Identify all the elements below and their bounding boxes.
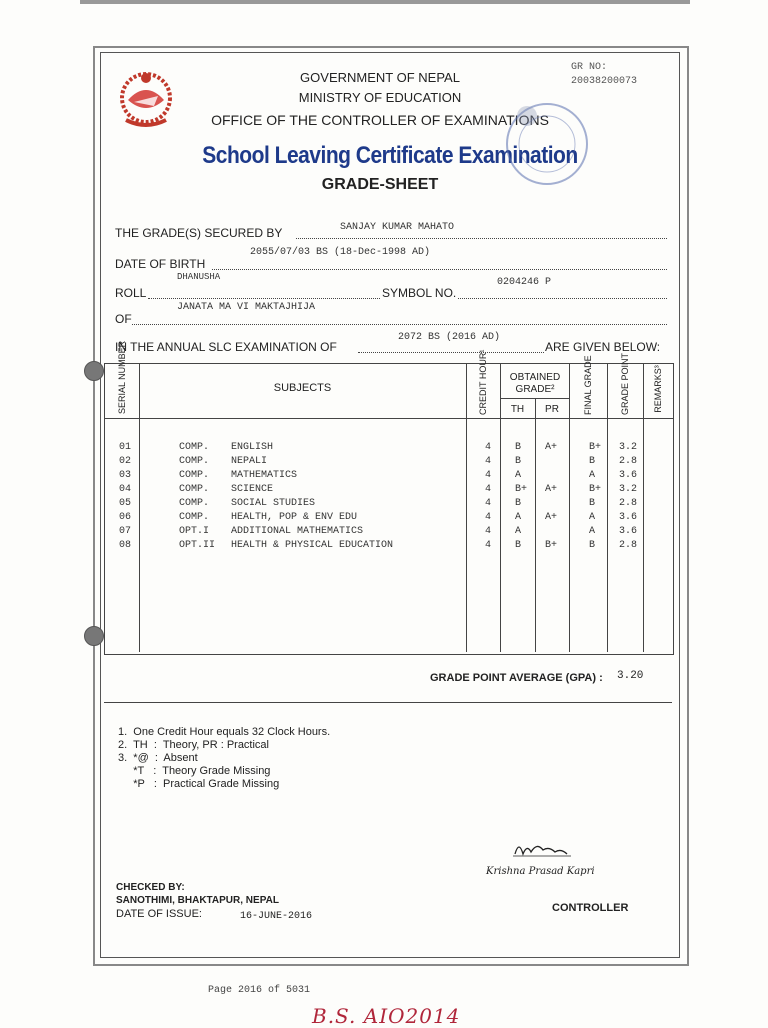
footnote-1: 1. One Credit Hour equals 32 Clock Hours. (118, 726, 331, 738)
row-serial: 04 (119, 484, 132, 495)
secured-by-line (296, 238, 667, 239)
row-point: 3.6 (619, 526, 638, 537)
row-th: B (515, 456, 522, 467)
footnotes (118, 726, 330, 791)
row-point: 2.8 (619, 498, 638, 509)
scan-top-edge (80, 0, 690, 4)
header-th: TH (510, 404, 525, 415)
controller-signature-icon (485, 836, 625, 886)
header-office: OFFICE OF THE CONTROLLER OF EXAMINATIONS (211, 112, 549, 128)
gpa-divider (104, 702, 672, 703)
secured-by-label: THE GRADE(S) SECURED BY (115, 226, 283, 240)
gr-no-label: GR NO: (571, 62, 608, 73)
row-pr: A+ (545, 512, 558, 523)
header-obtained: OBTAINED GRADE² (509, 372, 561, 395)
dob-label: DATE OF BIRTH (115, 257, 206, 271)
table-row (105, 540, 673, 554)
dob-value: 2055/07/03 BS (18-Dec-1998 AD) (250, 247, 431, 258)
school-label: OF (115, 312, 132, 326)
table-row (105, 470, 673, 484)
row-credit: 4 (485, 484, 492, 495)
row-credit: 4 (485, 512, 492, 523)
row-final: B (589, 456, 596, 467)
row-subject: HEALTH & PHYSICAL EDUCATION (231, 540, 394, 551)
row-serial: 05 (119, 498, 132, 509)
handwritten-mark: B.S. AIO2014 (312, 1004, 461, 1028)
row-th: B (515, 540, 522, 551)
grade-sheet-title: GRADE-SHEET (321, 176, 439, 193)
row-subject: SOCIAL STUDIES (231, 498, 316, 509)
table-row (105, 526, 673, 540)
row-serial: 03 (119, 470, 132, 481)
subheader-divider (500, 398, 569, 399)
header-government: GOVERNMENT OF NEPAL (300, 70, 460, 85)
row-final: B+ (589, 442, 602, 453)
row-pr: B+ (545, 540, 558, 551)
row-subject: ENGLISH (231, 442, 274, 453)
dob-line (212, 269, 667, 270)
row-final: B (589, 498, 596, 509)
table-row (105, 498, 673, 512)
office-stamp-icon (483, 98, 603, 198)
row-type: COMP. (179, 442, 210, 453)
table-row (105, 442, 673, 456)
row-subject: HEALTH, POP & ENV EDU (231, 512, 358, 523)
footnote-3: 3. *@ : Absent (118, 752, 198, 764)
table-row (105, 512, 673, 526)
exam-label-post: ARE GIVEN BELOW: (545, 340, 661, 354)
header-pr: PR (545, 404, 559, 415)
row-final: B (589, 540, 596, 551)
row-subject: NEPALI (231, 456, 268, 467)
exam-title: School Leaving Certificate Examination (202, 142, 578, 169)
row-th: A (515, 512, 522, 523)
exam-label: IN THE ANNUAL SLC EXAMINATION OF (115, 340, 337, 354)
header-point: GRADE POINT (620, 352, 630, 415)
row-th: A (515, 526, 522, 537)
row-subject: ADDITIONAL MATHEMATICS (231, 526, 364, 537)
row-point: 3.6 (619, 512, 638, 523)
symbol-line (458, 298, 667, 299)
row-th: B (515, 498, 522, 509)
row-type: OPT.I (179, 526, 210, 537)
row-credit: 4 (485, 540, 492, 551)
header-credit: CREDIT HOUR¹ (478, 349, 488, 415)
issue-date-value: 16-JUNE-2016 (240, 911, 313, 922)
issue-date-label: DATE OF ISSUE: (116, 908, 202, 920)
row-type: OPT.II (179, 540, 216, 551)
roll-line (148, 298, 380, 299)
row-point: 2.8 (619, 456, 638, 467)
header-subjects: SUBJECTS (273, 382, 332, 394)
row-subject: MATHEMATICS (231, 470, 298, 481)
header-divider (105, 418, 673, 419)
row-type: COMP. (179, 512, 210, 523)
gr-no-value: 20038200073 (571, 76, 638, 87)
checked-by-label: CHECKED BY: (116, 882, 185, 893)
punch-hole-top (84, 361, 104, 381)
row-subject: SCIENCE (231, 484, 274, 495)
table-row (105, 456, 673, 470)
row-type: COMP. (179, 456, 210, 467)
roll-label: ROLL (115, 286, 147, 300)
header-final: FINAL GRADE (583, 355, 593, 415)
row-final: B+ (589, 484, 602, 495)
header-remarks: REMARKS³ (653, 365, 663, 413)
gpa-value: 3.20 (617, 670, 644, 682)
punch-hole-bottom (84, 626, 104, 646)
nepal-emblem-icon (118, 66, 174, 132)
header-serial: SERIAL NUMBER (117, 340, 127, 414)
symbol-label: SYMBOL NO. (382, 286, 457, 300)
gpa-label: GRADE POINT AVERAGE (GPA) : (430, 672, 603, 684)
symbol-value: 0204246 P (497, 277, 552, 288)
row-type: COMP. (179, 484, 210, 495)
student-name: SANJAY KUMAR MAHATO (340, 222, 455, 233)
row-pr: A+ (545, 484, 558, 495)
row-serial: 02 (119, 456, 132, 467)
row-pr: A+ (545, 442, 558, 453)
row-credit: 4 (485, 442, 492, 453)
row-point: 3.2 (619, 442, 638, 453)
controller-name: Krishna Prasad Kapri (486, 866, 595, 877)
row-final: A (589, 526, 596, 537)
office-location: SANOTHIMI, BHAKTAPUR, NEPAL (116, 895, 279, 906)
row-type: COMP. (179, 498, 210, 509)
row-th: B+ (515, 484, 528, 495)
exam-year: 2072 BS (2016 AD) (398, 332, 501, 343)
row-final: A (589, 470, 596, 481)
footnote-2: 2. TH : Theory, PR : Practical (118, 739, 269, 751)
row-point: 3.6 (619, 470, 638, 481)
row-point: 2.8 (619, 540, 638, 551)
row-credit: 4 (485, 526, 492, 537)
row-serial: 01 (119, 442, 132, 453)
row-type: COMP. (179, 470, 210, 481)
controller-title: CONTROLLER (552, 902, 629, 914)
row-serial: 06 (119, 512, 132, 523)
roll-district: DHANUSHA (177, 272, 221, 282)
page-number: Page 2016 of 5031 (208, 985, 311, 996)
header-ministry: MINISTRY OF EDUCATION (298, 90, 462, 105)
row-credit: 4 (485, 456, 492, 467)
row-credit: 4 (485, 498, 492, 509)
row-serial: 07 (119, 526, 132, 537)
footnote-4: *T : Theory Grade Missing (118, 765, 271, 777)
row-th: B (515, 442, 522, 453)
row-final: A (589, 512, 596, 523)
row-serial: 08 (119, 540, 132, 551)
school-name: JANATA MA VI MAKTAJHIJA (177, 302, 316, 313)
school-line (132, 324, 667, 325)
row-point: 3.2 (619, 484, 638, 495)
row-credit: 4 (485, 470, 492, 481)
footnote-5: *P : Practical Grade Missing (118, 778, 280, 790)
exam-line (358, 352, 544, 353)
table-row (105, 484, 673, 498)
row-th: A (515, 470, 522, 481)
